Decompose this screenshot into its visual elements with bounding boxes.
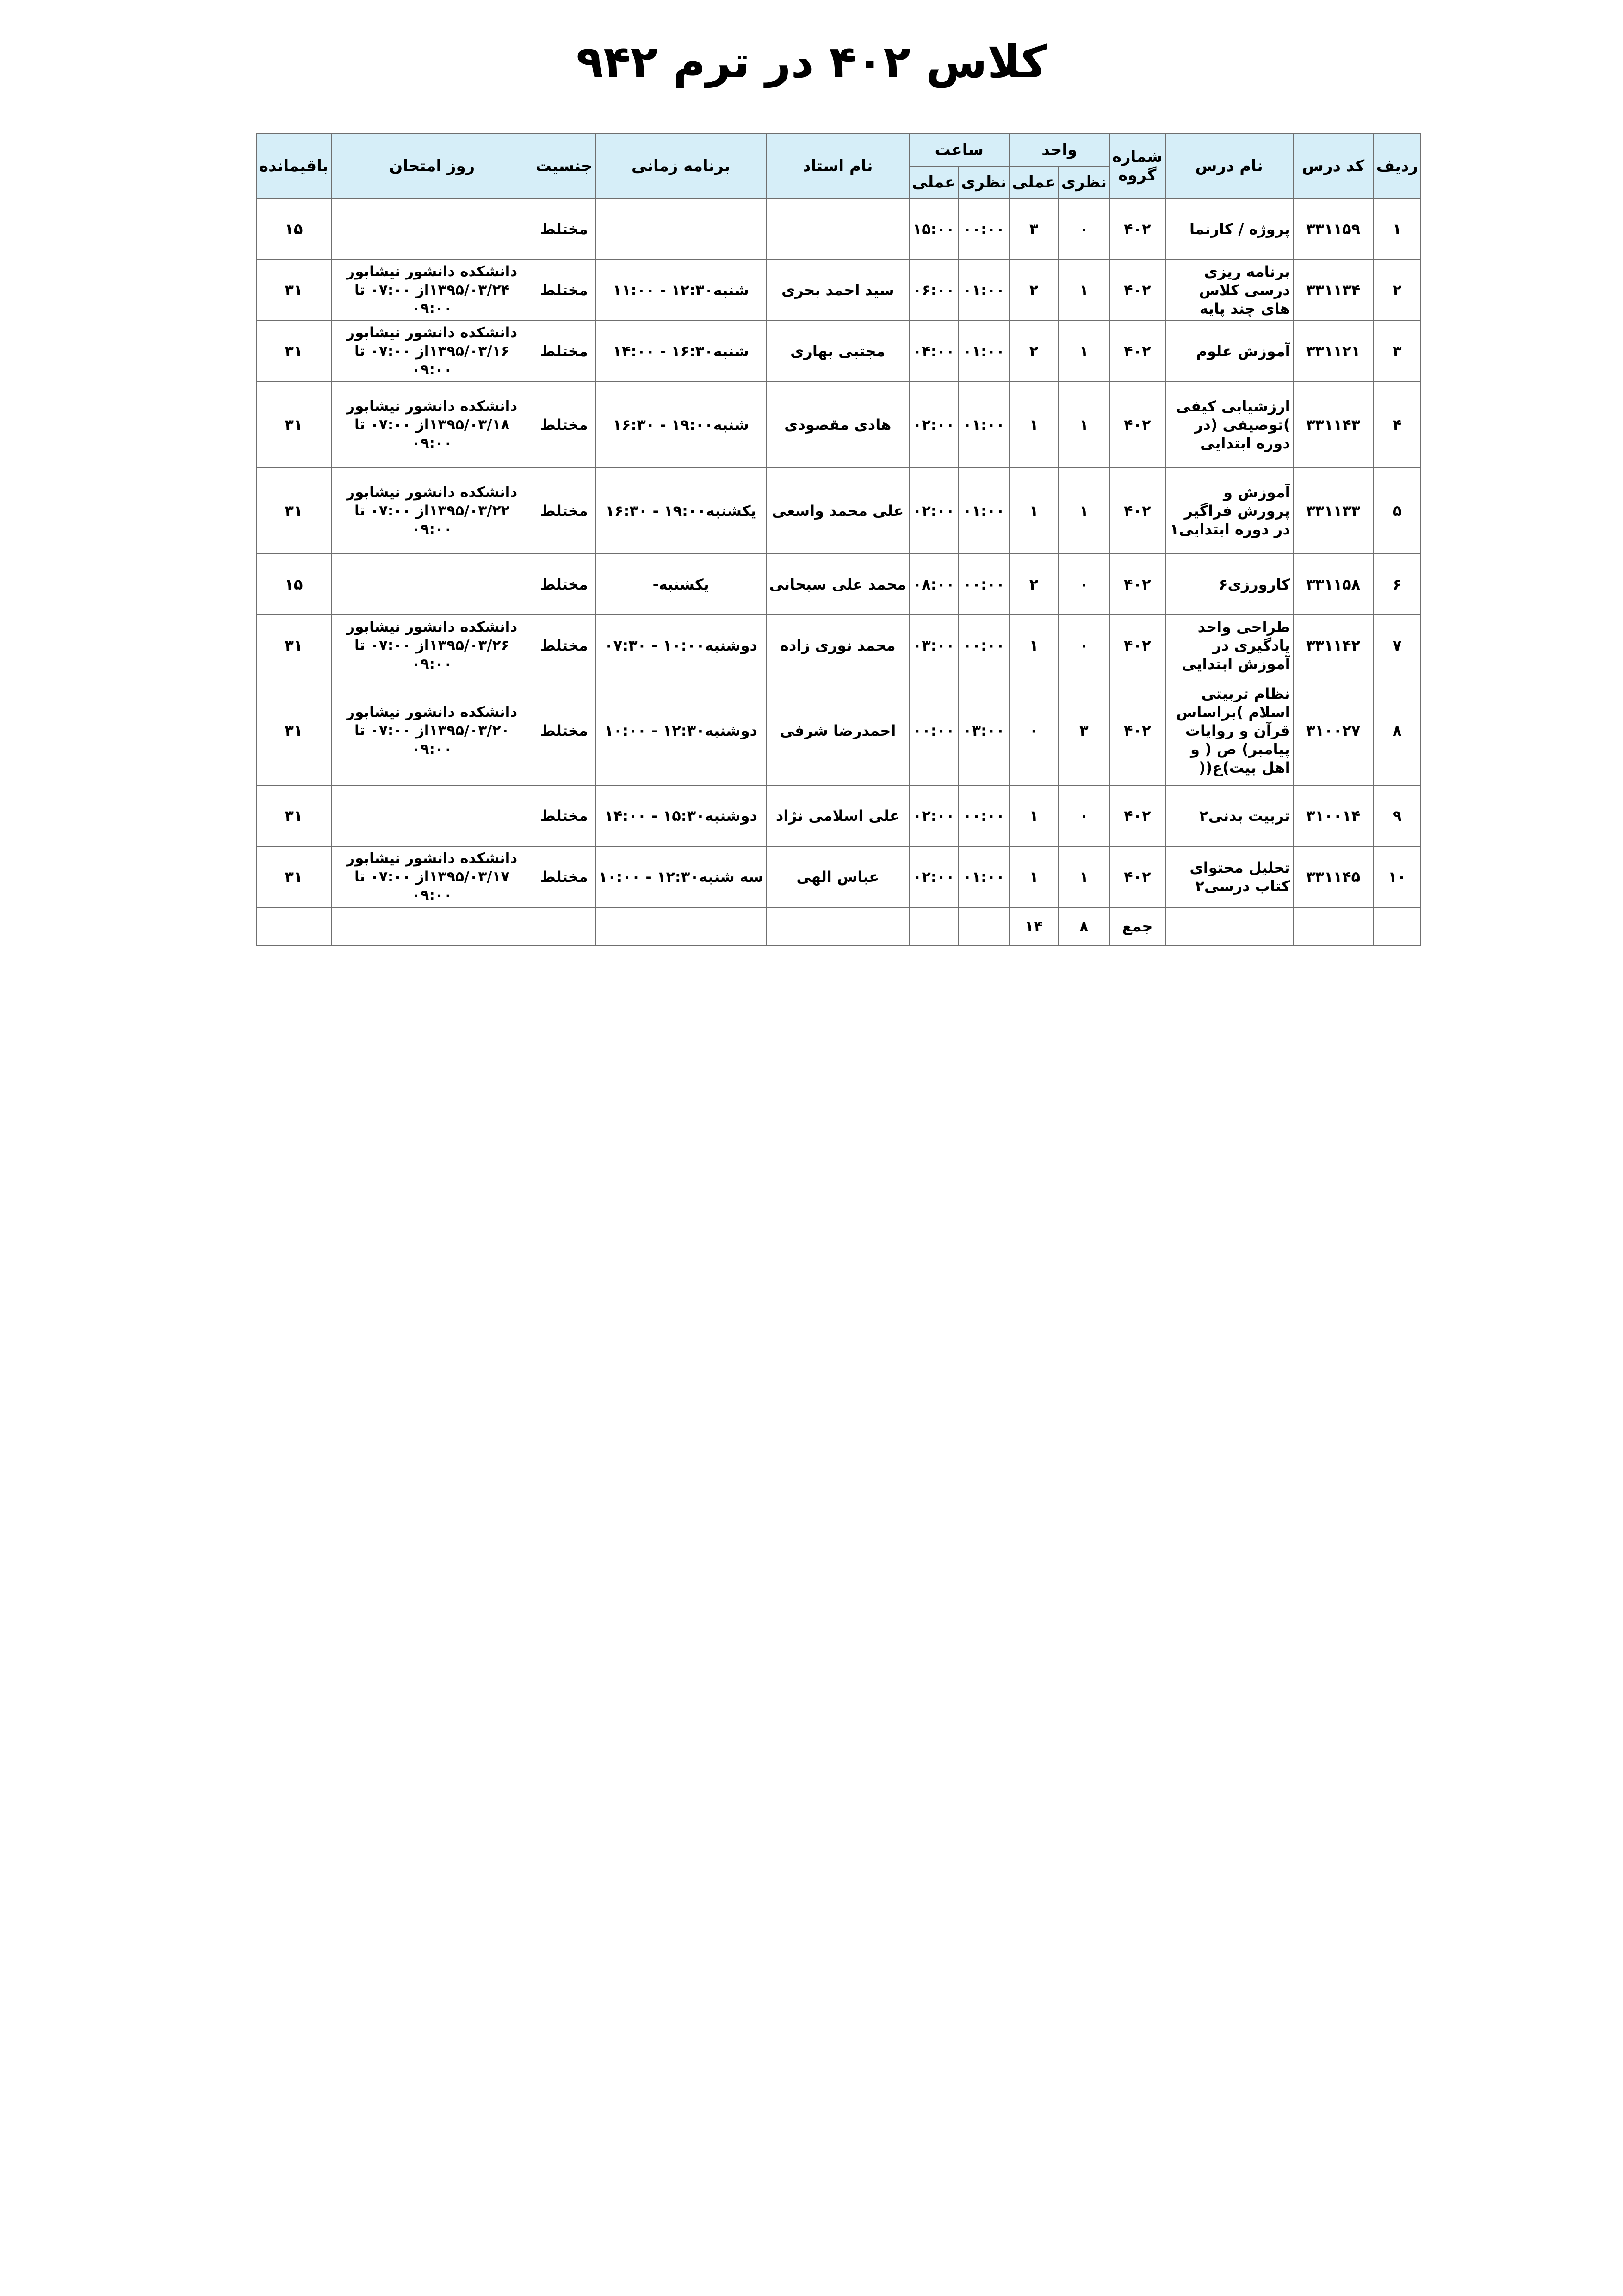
table-row [256, 676, 1421, 785]
cell-hour-practical: ۰۲:۰۰ [909, 468, 958, 554]
cell-unit-theory: ۳ [1059, 676, 1109, 785]
header-gender: جنسیت [533, 134, 595, 199]
exam-day-text: دانشکده دانشور نیشابور ۱۳۹۵/۰۳/۲۴از ۰۷:۰۰ تا ۰۹:۰۰ [347, 263, 518, 317]
cell-hour-practical: ۰۲:۰۰ [909, 785, 958, 846]
cell-exam-day [331, 382, 533, 468]
cell-course-name [1165, 321, 1293, 382]
cell-remaining: ۳۱ [256, 615, 331, 676]
header-unit-practical: عملی [1009, 166, 1058, 199]
cell-empty [331, 907, 533, 945]
cell-hour-theory: ۰۱:۰۰ [958, 321, 1009, 382]
course-name-text: برنامه ریزی درسی کلاس های چند پایه [1199, 263, 1290, 317]
cell-exam-day [331, 846, 533, 907]
header-group-number: شماره گروه [1109, 134, 1165, 199]
cell-instructor: عباس الهی [767, 846, 909, 907]
cell-remaining: ۳۱ [256, 468, 331, 554]
class-schedule-table [256, 133, 1421, 946]
cell-course-code: ۳۳۱۱۵۹ [1293, 199, 1374, 260]
cell-unit-theory: ۰ [1059, 785, 1109, 846]
cell-unit-practical: ۱ [1009, 468, 1058, 554]
cell-course-code: ۳۳۱۱۴۲ [1293, 615, 1374, 676]
cell-empty [1165, 907, 1293, 945]
exam-day-text: دانشکده دانشور نیشابور ۱۳۹۵/۰۳/۲۰از ۰۷:۰۰ تا ۰۹:۰۰ [347, 704, 518, 757]
cell-schedule: یکشنبه- [595, 554, 767, 615]
cell-radif: ۳ [1374, 321, 1421, 382]
cell-course-name [1165, 554, 1293, 615]
cell-remaining: ۳۱ [256, 260, 331, 321]
cell-hour-practical: ۰۲:۰۰ [909, 846, 958, 907]
cell-remaining: ۱۵ [256, 199, 331, 260]
cell-gender: مختلط [533, 468, 595, 554]
cell-unit-theory: ۱ [1059, 321, 1109, 382]
total-row [256, 907, 1421, 945]
cell-unit-theory: ۰ [1059, 199, 1109, 260]
cell-schedule: دوشنبه۱۵:۳۰ - ۱۴:۰۰ [595, 785, 767, 846]
exam-day-text: دانشکده دانشور نیشابور ۱۳۹۵/۰۳/۲۶از ۰۷:۰۰ تا ۰۹:۰۰ [347, 619, 518, 672]
cell-hour-theory: ۰۰:۰۰ [958, 785, 1009, 846]
cell-course-name [1165, 199, 1293, 260]
cell-radif: ۶ [1374, 554, 1421, 615]
cell-instructor: احمدرضا شرفی [767, 676, 909, 785]
cell-empty [1293, 907, 1374, 945]
cell-hour-theory: ۰۰:۰۰ [958, 554, 1009, 615]
cell-unit-theory: ۱ [1059, 382, 1109, 468]
header-radif: ردیف [1374, 134, 1421, 199]
cell-group-number: ۴۰۲ [1109, 554, 1165, 615]
cell-hour-theory: ۰۱:۰۰ [958, 260, 1009, 321]
cell-hour-theory: ۰۰:۰۰ [958, 615, 1009, 676]
table-row [256, 554, 1421, 615]
cell-instructor: علی محمد واسعی [767, 468, 909, 554]
cell-remaining: ۳۱ [256, 785, 331, 846]
cell-exam-day [331, 260, 533, 321]
cell-empty [533, 907, 595, 945]
cell-instructor: هادی مقصودی [767, 382, 909, 468]
cell-group-number: ۴۰۲ [1109, 260, 1165, 321]
table-row [256, 199, 1421, 260]
cell-unit-practical: ۱ [1009, 615, 1058, 676]
cell-group-number: ۴۰۲ [1109, 846, 1165, 907]
cell-gender: مختلط [533, 785, 595, 846]
cell-schedule: دوشنبه۱۲:۳۰ - ۱۰:۰۰ [595, 676, 767, 785]
cell-schedule: دوشنبه۱۰:۰۰ - ۰۷:۳۰ [595, 615, 767, 676]
cell-radif: ۱۰ [1374, 846, 1421, 907]
header-hour-practical: عملی [909, 166, 958, 199]
table-row [256, 468, 1421, 554]
cell-schedule: یکشنبه۱۹:۰۰ - ۱۶:۳۰ [595, 468, 767, 554]
cell-hour-practical: ۰۰:۰۰ [909, 676, 958, 785]
cell-empty [958, 907, 1009, 945]
cell-course-code: ۳۳۱۱۲۱ [1293, 321, 1374, 382]
cell-hour-theory: ۰۱:۰۰ [958, 468, 1009, 554]
cell-instructor: محمد علی سبحانی [767, 554, 909, 615]
cell-radif: ۷ [1374, 615, 1421, 676]
cell-course-name [1165, 468, 1293, 554]
cell-unit-theory: ۱ [1059, 846, 1109, 907]
table-row [256, 846, 1421, 907]
cell-unit-practical: ۱ [1009, 382, 1058, 468]
cell-course-code: ۳۱۰۰۱۴ [1293, 785, 1374, 846]
cell-empty [1374, 907, 1421, 945]
cell-hour-theory: ۰۱:۰۰ [958, 382, 1009, 468]
cell-hour-practical: ۰۸:۰۰ [909, 554, 958, 615]
exam-day-text: دانشکده دانشور نیشابور ۱۳۹۵/۰۳/۱۸از ۰۷:۰۰ تا ۰۹:۰۰ [347, 398, 518, 452]
course-name-text: ارزشیابی کیفی )توصیفی (در دوره ابتدایی [1176, 397, 1290, 452]
total-label: جمع [1109, 907, 1165, 945]
cell-instructor [767, 199, 909, 260]
cell-gender: مختلط [533, 676, 595, 785]
cell-course-name [1165, 785, 1293, 846]
course-name-text: تربیت بدنی۲ [1199, 807, 1290, 825]
cell-radif: ۹ [1374, 785, 1421, 846]
header-row [256, 134, 1421, 166]
cell-unit-theory: ۰ [1059, 554, 1109, 615]
cell-course-code: ۳۳۱۱۵۸ [1293, 554, 1374, 615]
cell-hour-practical: ۰۶:۰۰ [909, 260, 958, 321]
header-instructor: نام استاد [767, 134, 909, 199]
header-exam-day: روز امتحان [331, 134, 533, 199]
cell-empty [909, 907, 958, 945]
cell-group-number: ۴۰۲ [1109, 615, 1165, 676]
header-unit: واحد [1009, 134, 1109, 166]
course-name-text: آموزش علوم [1196, 342, 1290, 360]
cell-group-number: ۴۰۲ [1109, 676, 1165, 785]
cell-course-code: ۳۳۱۱۴۳ [1293, 382, 1374, 468]
cell-group-number: ۴۰۲ [1109, 321, 1165, 382]
table-row [256, 382, 1421, 468]
exam-day-text: دانشکده دانشور نیشابور ۱۳۹۵/۰۳/۱۶از ۰۷:۰۰ تا ۰۹:۰۰ [347, 324, 518, 378]
header-remaining: باقیمانده [256, 134, 331, 199]
cell-exam-day [331, 199, 533, 260]
cell-remaining: ۳۱ [256, 321, 331, 382]
cell-unit-practical: ۰ [1009, 676, 1058, 785]
cell-exam-day [331, 785, 533, 846]
total-unit-theory: ۸ [1059, 907, 1109, 945]
cell-remaining: ۳۱ [256, 676, 331, 785]
cell-hour-practical: ۱۵:۰۰ [909, 199, 958, 260]
cell-radif: ۴ [1374, 382, 1421, 468]
cell-empty [767, 907, 909, 945]
cell-group-number: ۴۰۲ [1109, 199, 1165, 260]
cell-radif: ۲ [1374, 260, 1421, 321]
header-unit-theory: نظری [1059, 166, 1109, 199]
cell-schedule: سه شنبه۱۲:۳۰ - ۱۰:۰۰ [595, 846, 767, 907]
cell-group-number: ۴۰۲ [1109, 382, 1165, 468]
cell-gender: مختلط [533, 846, 595, 907]
header-hour: ساعت [909, 134, 1010, 166]
cell-hour-practical: ۰۴:۰۰ [909, 321, 958, 382]
cell-exam-day [331, 321, 533, 382]
cell-course-code: ۳۱۰۰۲۷ [1293, 676, 1374, 785]
cell-unit-practical: ۲ [1009, 321, 1058, 382]
header-hour-theory: نظری [958, 166, 1009, 199]
cell-instructor: مجتبی بهاری [767, 321, 909, 382]
cell-unit-practical: ۱ [1009, 846, 1058, 907]
cell-gender: مختلط [533, 615, 595, 676]
cell-remaining: ۳۱ [256, 846, 331, 907]
cell-schedule: شنبه۱۹:۰۰ - ۱۶:۳۰ [595, 382, 767, 468]
cell-course-name [1165, 382, 1293, 468]
cell-instructor: علی اسلامی نژاد [767, 785, 909, 846]
cell-gender: مختلط [533, 321, 595, 382]
total-unit-practical: ۱۴ [1009, 907, 1058, 945]
cell-radif: ۵ [1374, 468, 1421, 554]
cell-exam-day [331, 554, 533, 615]
course-name-text: نظام تربیتی اسلام )براساس قرآن و روایات پیامبر) ص ( و اهل بیت)ع(( [1176, 685, 1290, 776]
table-row [256, 615, 1421, 676]
header-schedule: برنامه زمانی [595, 134, 767, 199]
cell-exam-day [331, 676, 533, 785]
cell-gender: مختلط [533, 260, 595, 321]
cell-remaining: ۱۵ [256, 554, 331, 615]
cell-unit-practical: ۳ [1009, 199, 1058, 260]
header-course-code: کد درس [1293, 134, 1374, 199]
table-row [256, 321, 1421, 382]
cell-gender: مختلط [533, 554, 595, 615]
cell-schedule [595, 199, 767, 260]
cell-course-name [1165, 260, 1293, 321]
cell-gender: مختلط [533, 382, 595, 468]
cell-unit-practical: ۲ [1009, 554, 1058, 615]
exam-day-text: دانشکده دانشور نیشابور ۱۳۹۵/۰۳/۲۲از ۰۷:۰۰ تا ۰۹:۰۰ [347, 484, 518, 538]
cell-schedule: شنبه۱۲:۳۰ - ۱۱:۰۰ [595, 260, 767, 321]
cell-course-code: ۳۳۱۱۳۳ [1293, 468, 1374, 554]
cell-unit-theory: ۰ [1059, 615, 1109, 676]
cell-hour-theory: ۰۰:۰۰ [958, 199, 1009, 260]
cell-gender: مختلط [533, 199, 595, 260]
cell-hour-practical: ۰۲:۰۰ [909, 382, 958, 468]
table-row [256, 260, 1421, 321]
header-course-name: نام درس [1165, 134, 1293, 199]
cell-empty [595, 907, 767, 945]
course-name-text: تحلیل محتوای کتاب درسی۲ [1189, 859, 1290, 895]
cell-empty [256, 907, 331, 945]
cell-remaining: ۳۱ [256, 382, 331, 468]
cell-group-number: ۴۰۲ [1109, 468, 1165, 554]
cell-instructor: محمد نوری زاده [767, 615, 909, 676]
cell-course-name [1165, 846, 1293, 907]
cell-exam-day [331, 615, 533, 676]
course-name-text: کارورزی۶ [1218, 576, 1290, 593]
cell-radif: ۸ [1374, 676, 1421, 785]
cell-hour-theory: ۰۱:۰۰ [958, 846, 1009, 907]
cell-exam-day [331, 468, 533, 554]
cell-course-code: ۳۳۱۱۳۴ [1293, 260, 1374, 321]
cell-radif: ۱ [1374, 199, 1421, 260]
cell-course-name [1165, 676, 1293, 785]
cell-unit-practical: ۱ [1009, 785, 1058, 846]
cell-instructor: سید احمد بحری [767, 260, 909, 321]
cell-unit-theory: ۱ [1059, 468, 1109, 554]
cell-hour-practical: ۰۳:۰۰ [909, 615, 958, 676]
cell-group-number: ۴۰۲ [1109, 785, 1165, 846]
cell-course-name [1165, 615, 1293, 676]
cell-schedule: شنبه۱۶:۳۰ - ۱۴:۰۰ [595, 321, 767, 382]
course-name-text: آموزش و پرورش فراگیر در دوره ابتدایی۱ [1170, 484, 1290, 538]
table-row [256, 785, 1421, 846]
course-name-text: طراحی واحد یادگیری در آموزش ابتدایی [1182, 618, 1290, 673]
cell-unit-theory: ۱ [1059, 260, 1109, 321]
exam-day-text: دانشکده دانشور نیشابور ۱۳۹۵/۰۳/۱۷از ۰۷:۰۰ تا ۰۹:۰۰ [347, 850, 518, 904]
cell-hour-theory: ۰۳:۰۰ [958, 676, 1009, 785]
page-title: کلاس ۴۰۲ در ترم ۹۴۲ [576, 36, 1047, 88]
cell-unit-practical: ۲ [1009, 260, 1058, 321]
cell-course-code: ۳۳۱۱۴۵ [1293, 846, 1374, 907]
course-name-text: پروژه / کارنما [1189, 220, 1290, 238]
